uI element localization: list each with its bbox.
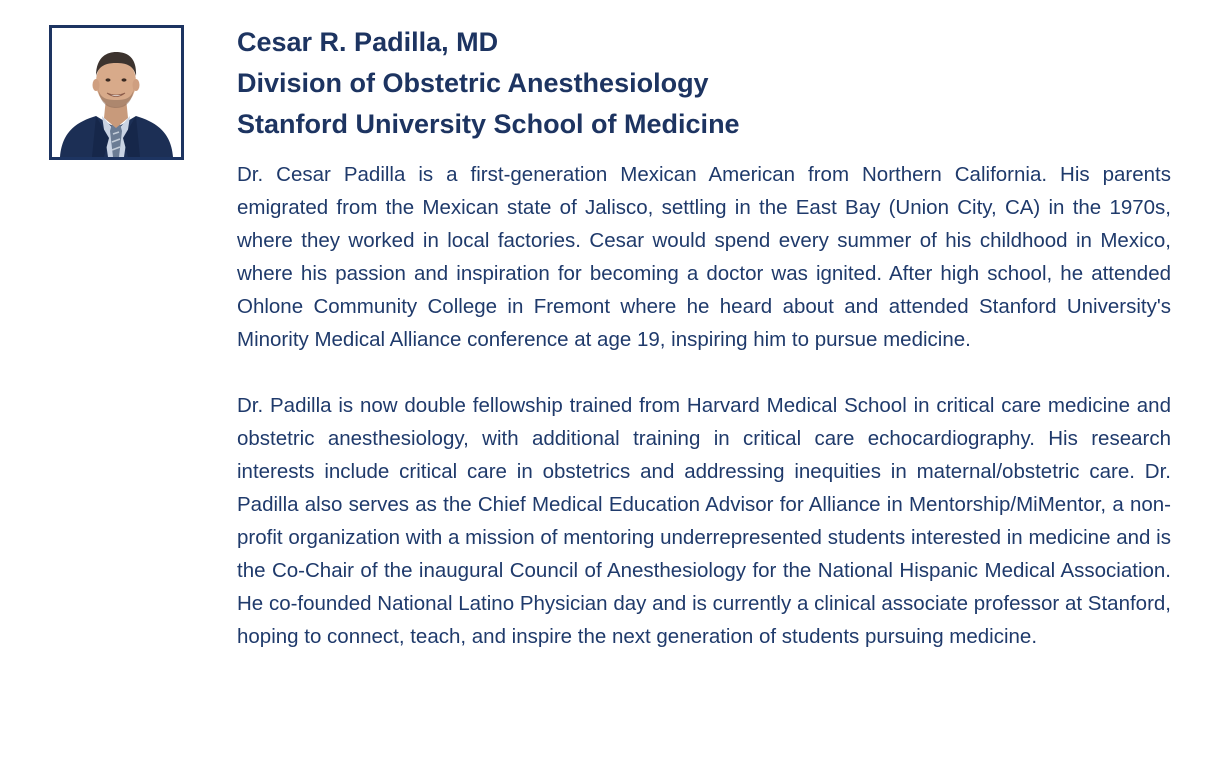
headshot-photo-icon [52,28,181,157]
profile-name: Cesar R. Padilla, MD [237,27,499,57]
profile-photo [49,25,184,160]
bio-section [237,158,1171,653]
profile-division: Division of Obstetric Anesthesiology [237,68,709,98]
bio-paragraph-1: Dr. Cesar Padilla is a first-generation Mexican American from Northern California. His parents emigrated from the Mexican state of Jalisco, settling in the East Bay (Union City, CA) in the 1970s, where they worked in local factories. Cesar would spend every summer of his childhood in Mexico, where his passion and inspiration for becoming a doctor was ignited. After high school, he attended Ohlone Community College in Fremont where he heard about and attended Stanford University's Minority Medical Alliance conference at age 19, inspiring him to pursue medicine. [237,163,1171,351]
profile-content [237,22,1171,653]
bio-paragraph-2: Dr. Padilla is now double fellowship trained from Harvard Medical School in critical care medicine and obstetric anesthesiology, with additional training in critical care echocardiography. His research interests include critical care in obstetrics and addressing inequities in maternal/obstetric care. Dr. Padilla also serves as the Chief Medical Education Advisor for Alliance in Mentorship/MiMentor, a non-profit organization with a mission of mentoring underrepresented students interested in medicine and is the Co-Chair of the inaugural Council of Anesthesiology for the National Hispanic Medical Association. He co-founded National Latino Physician day and is currently a clinical associate professor at Stanford, hoping to connect, teach, and inspire the next generation of students pursuing medicine. [237,394,1171,648]
profile-institution: Stanford University School of Medicine [237,109,740,139]
